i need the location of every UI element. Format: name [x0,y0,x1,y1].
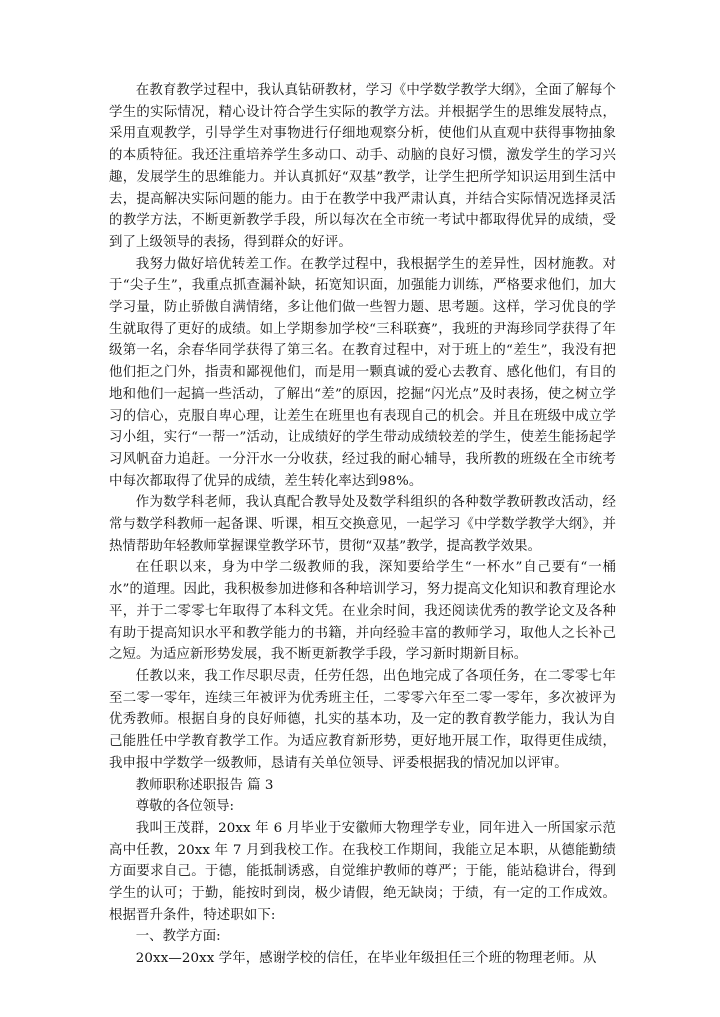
subheading-teaching: 一、教学方面: [135,929,221,945]
section-title: 教师职称述职报告 篇 3 [135,777,274,793]
paragraph-teaching-research: 作为数学科老师，我认真配合教导处及数学科组织的各种数学教研教改活动，经常与数学科教师一起备课、听课，相互交换意见，一起学习《中学数学教学大纲》，并热情帮助年轻教师掌握课堂教学环节，贯彻“双基”教学，提高教学效果。 [109,495,616,554]
paragraph-introduction: 我叫王茂群，20xx 年 6 月毕业于安徽师大物理学专业，同年进入一所国家示范高中任教，20xx 年 7 月到我校工作。在我校工作期间，我能立足本职，从德能勤绩方面要求自己。于德，能抵制诱惑，自觉维护教师的尊严；于能，能站稳讲台，得到学生的认可；于勤，能按时到岗，极少请假，绝无缺岗；于绩，有一定的工作成效。根据晋升条件，特述职如下: [109,820,616,923]
paragraph-achievements: 任教以来，我工作尽职尽责，任劳任怨，出色地完成了各项任务，在二零零七年至二零一零年，连续三年被评为优秀班主任，二零零六年至二零一零年，多次被评为优秀教师。根据自身的良好师德，扎实的基本功，及一定的教育教学能力，我认为自己能胜任中学教育教学工作。为适应教育新形势，更好地开展工作，取得更佳成绩，我申报中学数学一级教师，恳请有关单位领导、评委根据我的情况加以评审。 [109,668,616,771]
paragraph-teaching-methods: 在教育教学过程中，我认真钻研教材，学习《中学数学教学大纲》，全面了解每个学生的实际情况，精心设计符合学生实际的教学方法。并根据学生的思维发展特点，采用直观教学，引导学生对事物进行仔细地观察分析，使他们从直观中获得事物抽象的本质特征。我还注重培养学生多动口、动手、动脑的良好习惯，激发学生的学习兴趣，发展学生的思维能力。并认真抓好“双基”教学，让学生把所学知识运用到生活中去，提高解决实际问题的能力。由于在教学中我严肃认真，并结合实际情况选择灵活的教学方法，不断更新教学手段，所以每次在全市统一考试中都取得优异的成绩，受到了上级领导的表扬，得到群众的好评。 [109,83,616,250]
paragraph-self-improvement: 在任职以来，身为中学二级教师的我，深知要给学生“一杯水”自己要有“一桶水”的道理。因此，我积极参加进修和各种培训学习，努力提高文化知识和教育理论水平，并于二零零七年取得了本科文凭。在业余时间，我还阅读优秀的教学论文及各种有助于提高知识水平和教学能力的书籍，并向经验丰富的教师学习，取他人之长补己之短。为适应新形势发展，我不断更新教学手段，学习新时期新目标。 [109,560,616,663]
paragraph-teaching-start: 20xx—20xx 学年，感谢学校的信任，在毕业年级担任三个班的物理老师。从 [135,951,597,967]
paragraph-student-support: 我努力做好培优转差工作。在教学过程中，我根据学生的差异性，因材施教。对于“尖子生”，我重点抓查漏补缺，拓宽知识面，加强能力训练，严格要求他们，加大学习量，防止骄傲自满情绪，多让他们做一些智力题、思考题。这样，学习优良的学生就取得了更好的成绩。如上学期参加学校“三科联赛”，我班的尹海珍同学获得了年级第一名，余春华同学获得了第三名。在教育过程中，对于班上的“差生”，我没有把他们拒之门外，指责和鄙视他们，而是用一颗真诚的爱心去教育、感化他们，有目的地和他们一起搞一些活动，了解出“差”的原因，挖掘“闪光点”及时表扬，使之树立学习的信心，克服自卑心理，让差生在班里也有表现自己的机会。并且在班级中成立学习小组，实行“一帮一”活动，让成绩好的学生带动成绩较差的学生，使差生能扬起学习风帆奋力追赶。一分汗水一分收获，经过我的耐心辅导，我所教的班级在全市统考中每次都取得了优异的成绩，差生转化率达到98%。 [109,256,616,489]
greeting: 尊敬的各位领导: [135,799,235,815]
